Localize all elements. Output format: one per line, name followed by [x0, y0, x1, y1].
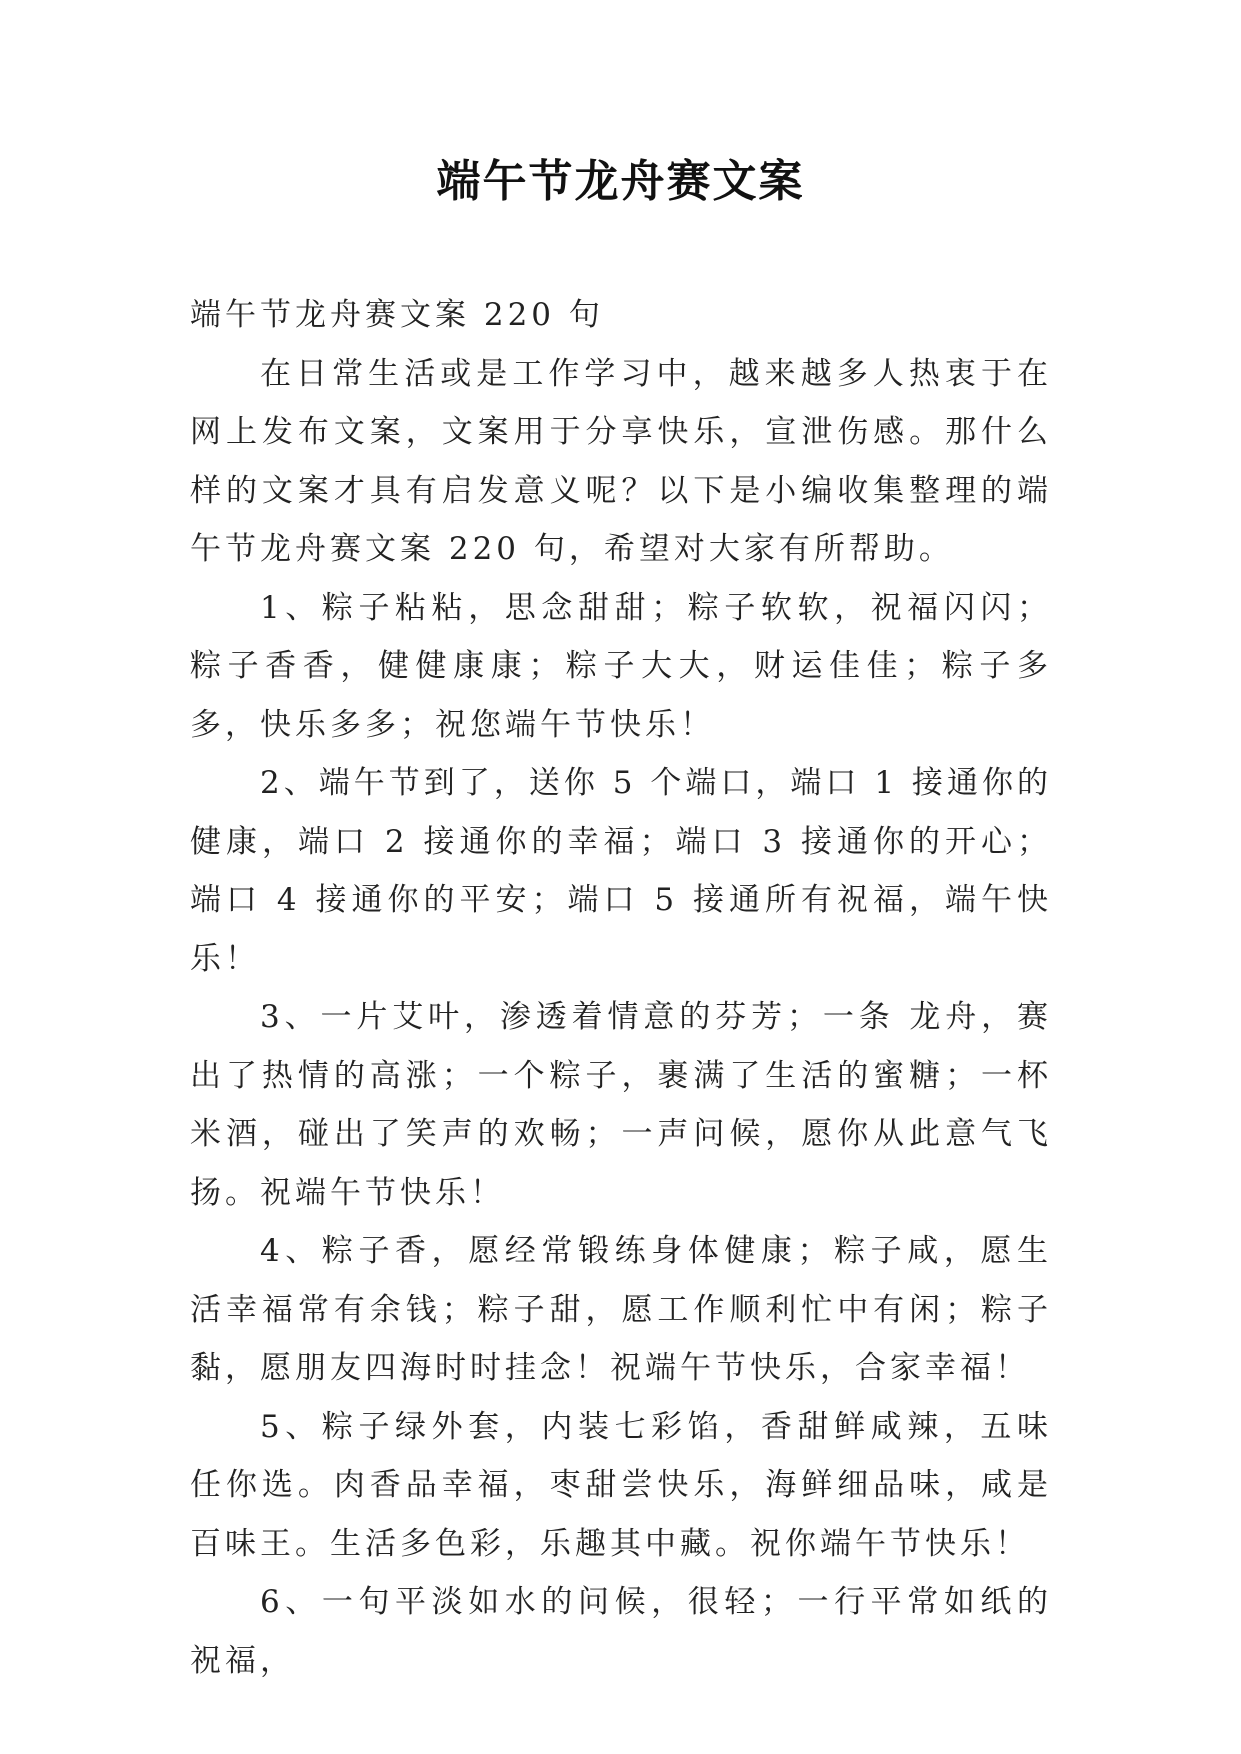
- document-body: [190, 286, 1052, 1690]
- list-item-3: 3、一片艾叶，渗透着情意的芬芳；一条 龙舟，赛出了热情的高涨；一个粽子，裹满了生活的蜜糖；一杯米酒，碰出了笑声的欢畅；一声问候，愿你从此意气飞扬。祝端午节快乐！: [190, 999, 1052, 1211]
- document-title: 端午节龙舟赛文案: [436, 156, 805, 207]
- list-item-5: 5、粽子绿外套，内装七彩馅，香甜鲜咸辣，五味任你选。肉香品幸福，枣甜尝快乐，海鲜细品味，咸是百味王。生活多色彩，乐趣其中藏。祝你端午节快乐！: [190, 1408, 1052, 1562]
- document-subtitle: 端午节龙舟赛文案 220 句: [190, 297, 604, 333]
- intro-paragraph: 在日常生活或是工作学习中，越来越多人热衷于在网上发布文案，文案用于分享快乐，宣泄伤感。那什么样的文案才具有启发意义呢？以下是小编收集整理的端午节龙舟赛文案 220 句，希望对大家有所帮助。: [190, 355, 1052, 567]
- list-item-4: 4、粽子香，愿经常锻练身体健康；粽子咸，愿生活幸福常有余钱；粽子甜，愿工作顺利忙中有闲；粽子黏，愿朋友四海时时挂念！祝端午节快乐，合家幸福！: [190, 1233, 1052, 1386]
- list-item-1: 1、粽子粘粘，思念甜甜；粽子软软，祝福闪闪；粽子香香，健健康康；粽子大大，财运佳佳；粽子多多，快乐多多；祝您端午节快乐！: [190, 589, 1052, 743]
- list-item-2: 2、端午节到了，送你 5 个端口，端口 1 接通你的健康，端口 2 接通你的幸福；端口 3 接通你的开心；端口 4 接通你的平安；端口 5 接通所有祝福，端午快乐！: [190, 765, 1052, 977]
- list-item-6: 6、一句平淡如水的问候，很轻；一行平常如纸的祝福，: [190, 1584, 1052, 1679]
